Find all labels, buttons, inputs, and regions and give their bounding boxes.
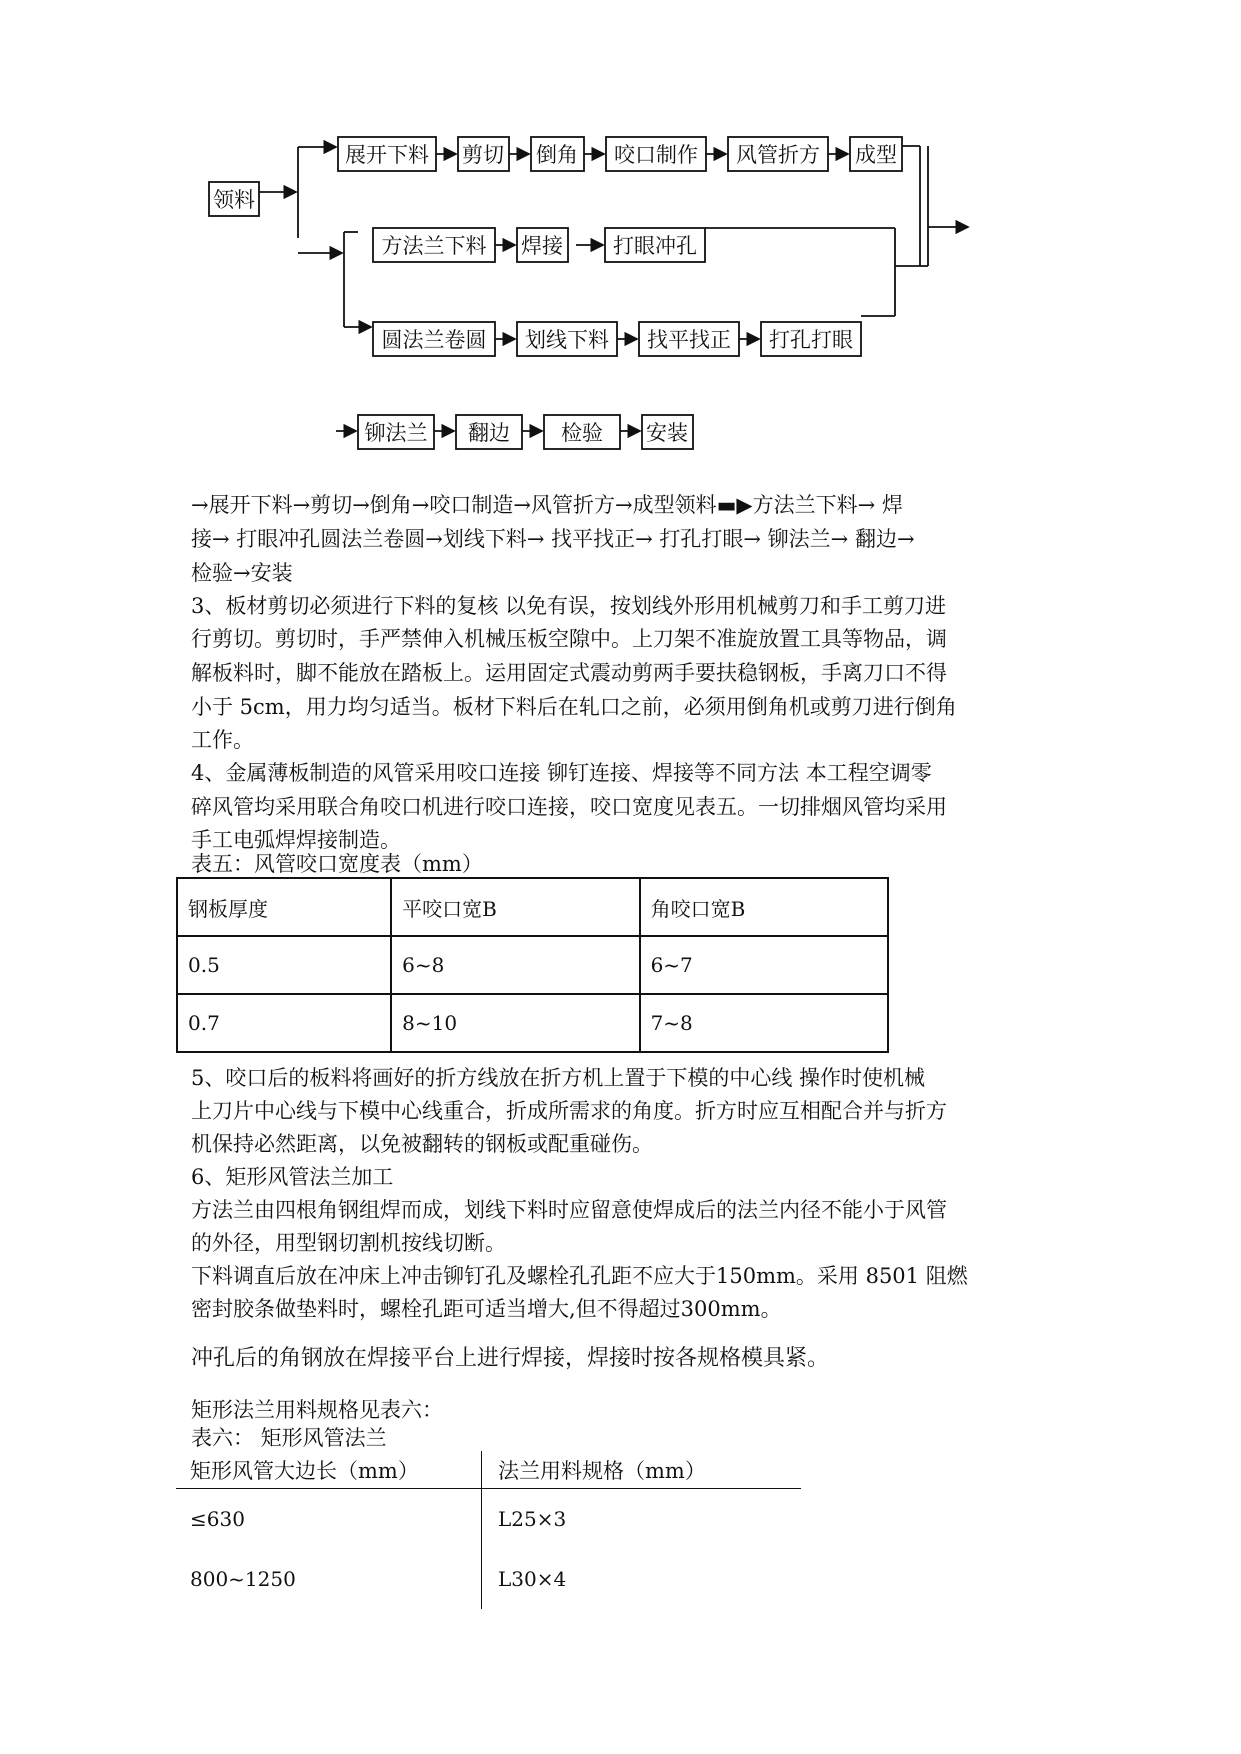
text-line-17: 下料调直后放在冲床上冲击铆钉孔及螺栓孔孔距不应大于150mm。采用 8501 阻燃	[191, 1264, 968, 1288]
text-line-8: 工作。	[191, 728, 254, 752]
table-cell: ≤630	[176, 1489, 482, 1550]
table-cell: 6~8	[391, 936, 639, 994]
text-line-14: 机保持必然距离，以免被翻转的钢板或配重碰伤。	[191, 1132, 653, 1156]
table-cell: 0.7	[177, 994, 391, 1052]
flow-label-r4-1: 铆法兰	[364, 421, 428, 445]
text-line-3: 检验→安装	[191, 561, 293, 585]
flow-label-start: 领料	[213, 188, 255, 212]
flow-label-r1-5: 风管折方	[736, 143, 820, 167]
table-cell: 8~10	[391, 994, 639, 1052]
text-line-12: 5、咬口后的板料将画好的折方线放在折方机上置于下模的中心线 操作时使机械	[191, 1066, 926, 1090]
flow-label-r2-2: 焊接	[521, 234, 563, 258]
table5-caption: 表五：风管咬口宽度表（mm）	[191, 852, 483, 876]
flow-label-r3-3: 找平找正	[647, 328, 731, 352]
text-line-19: 冲孔后的角钢放在焊接平台上进行焊接，焊接时按各规格模具紧。	[191, 1346, 830, 1371]
flow-label-r2-3: 打眼冲孔	[613, 234, 697, 258]
table-cell: 平咬口宽B	[391, 878, 639, 936]
table-cell: 钢板厚度	[177, 878, 391, 936]
text-line-10: 碎风管均采用联合角咬口机进行咬口连接，咬口宽度见表五。一切排烟风管均采用	[191, 795, 947, 819]
flow-label-r3-4: 打孔打眼	[769, 328, 853, 352]
text-line-18: 密封胶条做垫料时，螺栓孔距可适当增大,但不得超过300mm。	[191, 1297, 782, 1321]
table-cell: 800~1250	[176, 1549, 482, 1609]
flow-label-r4-3: 检验	[561, 421, 603, 445]
table-cell: 角咬口宽B	[640, 878, 888, 936]
text-line-6: 解板料时，脚不能放在踏板上。运用固定式震动剪两手要扶稳钢板，手离刀口不得	[191, 661, 947, 685]
flow-label-r1-3: 倒角	[536, 143, 578, 167]
table-row	[177, 936, 888, 994]
text-line-9: 4、金属薄板制造的风管采用咬口连接 铆钉连接、焊接等不同方法 本工程空调零	[191, 761, 932, 785]
text-line-7: 小于 5cm，用力均匀适当。板材下料后在轧口之前，必须用倒角机或剪刀进行倒角	[191, 695, 957, 719]
flow-label-r1-4: 咬口制作	[614, 143, 698, 167]
text-line-5: 行剪切。剪切时，手严禁伸入机械压板空隙中。上刀架不准旋放置工具等物品，调	[191, 627, 947, 651]
table-row	[177, 878, 888, 936]
section-heading-6: 6、矩形风管法兰加工	[191, 1165, 394, 1189]
table-cell: L25×3	[498, 1507, 567, 1531]
table-cell: 0.5	[177, 936, 391, 994]
table6-flange-spec	[176, 1451, 801, 1609]
flow-label-r4-2: 翻边	[468, 421, 510, 445]
table-cell: L30×4	[498, 1567, 567, 1591]
process-flowchart	[0, 0, 1241, 460]
text-line-20: 矩形法兰用料规格见表六：	[191, 1398, 443, 1422]
table6-caption: 表六： 矩形风管法兰	[191, 1426, 387, 1450]
table-row	[177, 994, 888, 1052]
table-cell: 矩形风管大边长（mm）	[176, 1451, 482, 1489]
flow-label-r1-2: 剪切	[462, 143, 504, 167]
text-line-11: 手工电弧焊焊接制造。	[191, 828, 401, 852]
table-cell: 6~7	[640, 936, 888, 994]
text-line-16: 的外径，用型钢切割机按线切断。	[191, 1231, 506, 1255]
text-line-1: →展开下料→剪切→倒角→咬口制造→风管折方→成型领料▬▶方法兰下料→ 焊	[191, 493, 903, 517]
table-cell: 7~8	[640, 994, 888, 1052]
text-line-13: 上刀片中心线与下模中心线重合，折成所需求的角度。折方时应互相配合并与折方	[191, 1099, 947, 1123]
text-line-4: 3、板材剪切必须进行下料的复核 以免有误，按划线外形用机械剪刀和手工剪刀进	[191, 594, 947, 618]
table-row	[176, 1549, 801, 1609]
flow-label-r1-1: 展开下料	[345, 143, 429, 167]
text-line-2: 接→ 打眼冲孔圆法兰卷圆→划线下料→ 找平找正→ 打孔打眼→ 铆法兰→ 翻边→	[191, 527, 915, 551]
table-row	[176, 1451, 801, 1489]
table5-seam-width	[176, 877, 889, 1053]
flow-label-r3-1: 圆法兰卷圆	[381, 328, 487, 352]
table-row	[176, 1489, 801, 1550]
flow-label-r1-6: 成型	[855, 143, 897, 167]
flow-label-r3-2: 划线下料	[525, 328, 609, 352]
text-line-15: 方法兰由四根角钢组焊而成，划线下料时应留意使焊成后的法兰内径不能小于风管	[191, 1198, 947, 1222]
table-cell: 法兰用料规格（mm）	[482, 1451, 802, 1489]
flow-label-r4-4: 安装	[646, 421, 688, 445]
flow-label-r2-1: 方法兰下料	[381, 234, 487, 258]
